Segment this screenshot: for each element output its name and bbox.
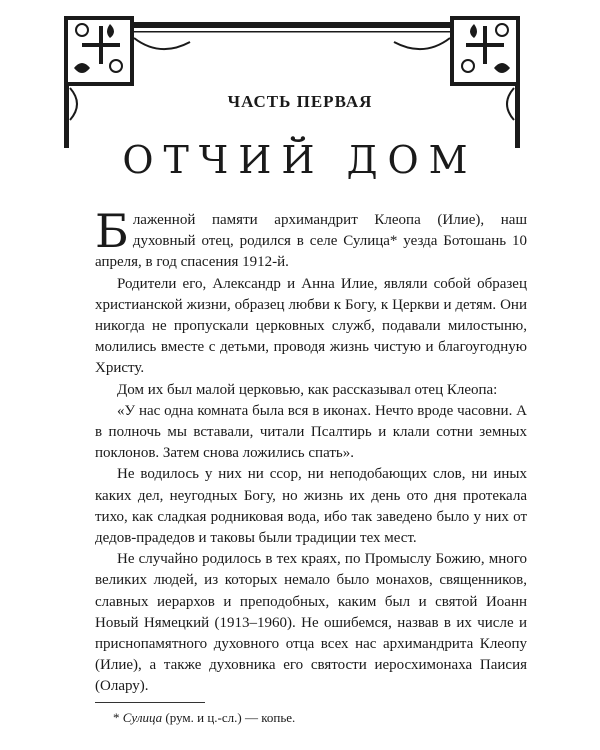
body-text <box>95 204 527 698</box>
chapter-title: ОТЧИЙ ДОМ <box>122 138 478 182</box>
ornament-frame-graphic <box>60 8 524 148</box>
paragraph: Дом их был малой церковью, как рассказывал отец Клеопа: <box>117 381 498 398</box>
drop-cap: Б <box>95 204 129 258</box>
paragraph: Не случайно родилось в тех краях, по Промыслу Божию, много великих людей, из которых немало было монахов, священников, славных иерархов и преподобных, каким был и святой Иоанн Новый Нямецкий (1913–1960). Не ошибемся, назвав в их числе и приснопамятного духовного отца всех нас архимандрита Клеопу (Илие), а также духовника его святости иеросхимонаха Паисия (Олару). <box>95 551 527 695</box>
paragraph: Не водилось у них ни ссор, ни неподобающих слов, ни иных каких дел, неугодных Богу, но жизнь их день ото дня протекала тихо, как сладкая родниковая вода, ибо так заведено было у них от дедов-прадедов и таковы были традиции тех мест. <box>95 466 527 547</box>
footnote-marker: * <box>113 710 120 725</box>
part-label: ЧАСТЬ ПЕРВАЯ <box>227 92 373 111</box>
footnote-text: (рум. и ц.-сл.) — копье. <box>165 710 296 725</box>
cross-ornament-icon <box>450 16 520 86</box>
header-ornament-frame <box>60 8 524 148</box>
footnote-divider <box>95 702 205 703</box>
footnote <box>113 710 295 726</box>
cross-ornament-icon <box>64 16 134 86</box>
quote-paragraph: «У нас одна комната была вся в иконах. Нечто вроде часовни. А в полночь мы вставали, читали Псалтирь и клали сотни земных поклонов. Затем снова ложились спать». <box>95 402 527 462</box>
footnote-term: Сулица <box>122 710 163 725</box>
paragraph: Родители его, Александр и Анна Илие, являли собой образец христианской жизни, образец любви к Богу, к Церкви и детям. Они никогда не пропускали церковных служб, подавали милостыню, молились вместе с детьми, проводя жизнь чистую и благоугодную Христу. <box>95 275 527 377</box>
paragraph: Блаженной памяти архимандрит Клеопа (Илие), наш духовный отец, родился в селе Сулица* уезда Ботошань 10 апреля, в год спасения 1912-й. <box>95 204 527 271</box>
